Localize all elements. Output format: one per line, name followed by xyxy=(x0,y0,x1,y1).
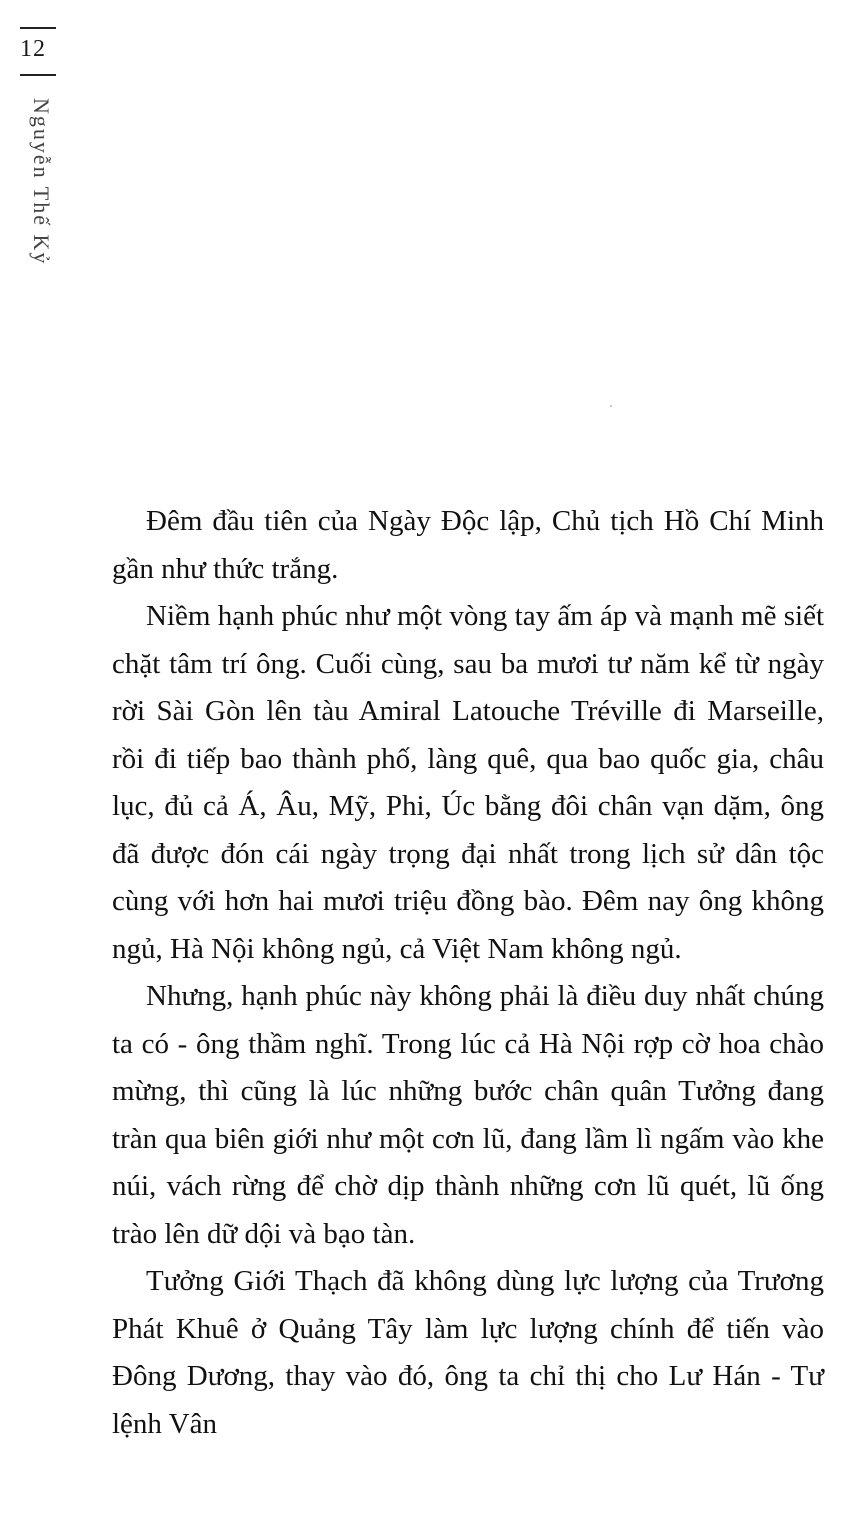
paragraph-1: Đêm đầu tiên của Ngày Độc lập, Chủ tịch Hồ Chí Minh gần như thức trắng. xyxy=(112,505,824,585)
header-rule-bottom xyxy=(20,74,56,76)
paper-speck xyxy=(610,405,612,407)
paragraph-4: Tưởng Giới Thạch đã không dùng lực lượng của Trương Phát Khuê ở Quảng Tây làm lực lượng chính để tiến vào Đông Dương, thay vào đó, ông ta chỉ thị cho Lư Hán - Tư lệnh Vân xyxy=(112,1265,824,1440)
paragraph-3: Nhưng, hạnh phúc này không phải là điều duy nhất chúng ta có - ông thầm nghĩ. Trong lúc cả Hà Nội rợp cờ hoa chào mừng, thì cũng là lúc những bước chân quân Tưởng đang tràn qua biên giới như một cơn lũ, đang lầm lì ngấm vào khe núi, vách rừng để chờ dịp thành những cơn lũ quét, lũ ống trào lên dữ dội và bạo tàn. xyxy=(112,980,824,1250)
page-number: 12 xyxy=(20,36,46,62)
running-head-author: Nguyễn Thế Kỷ xyxy=(29,98,54,266)
paragraph-2: Niềm hạnh phúc như một vòng tay ấm áp và mạnh mẽ siết chặt tâm trí ông. Cuối cùng, sau ba mươi tư năm kể từ ngày rời Sài Gòn lên tàu Amiral Latouche Tréville đi Marseille, rồi đi tiếp bao thành phố, làng quê, qua bao quốc gia, châu lục, đủ cả Á, Âu, Mỹ, Phi, Úc bằng đôi chân vạn dặm, ông đã được đón cái ngày trọng đại nhất trong lịch sử dân tộc cùng với hơn hai mươi triệu đồng bào. Đêm nay ông không ngủ, Hà Nội không ngủ, cả Việt Nam không ngủ. xyxy=(112,600,824,965)
body-text xyxy=(112,498,824,1448)
header-rule-top xyxy=(20,27,56,29)
